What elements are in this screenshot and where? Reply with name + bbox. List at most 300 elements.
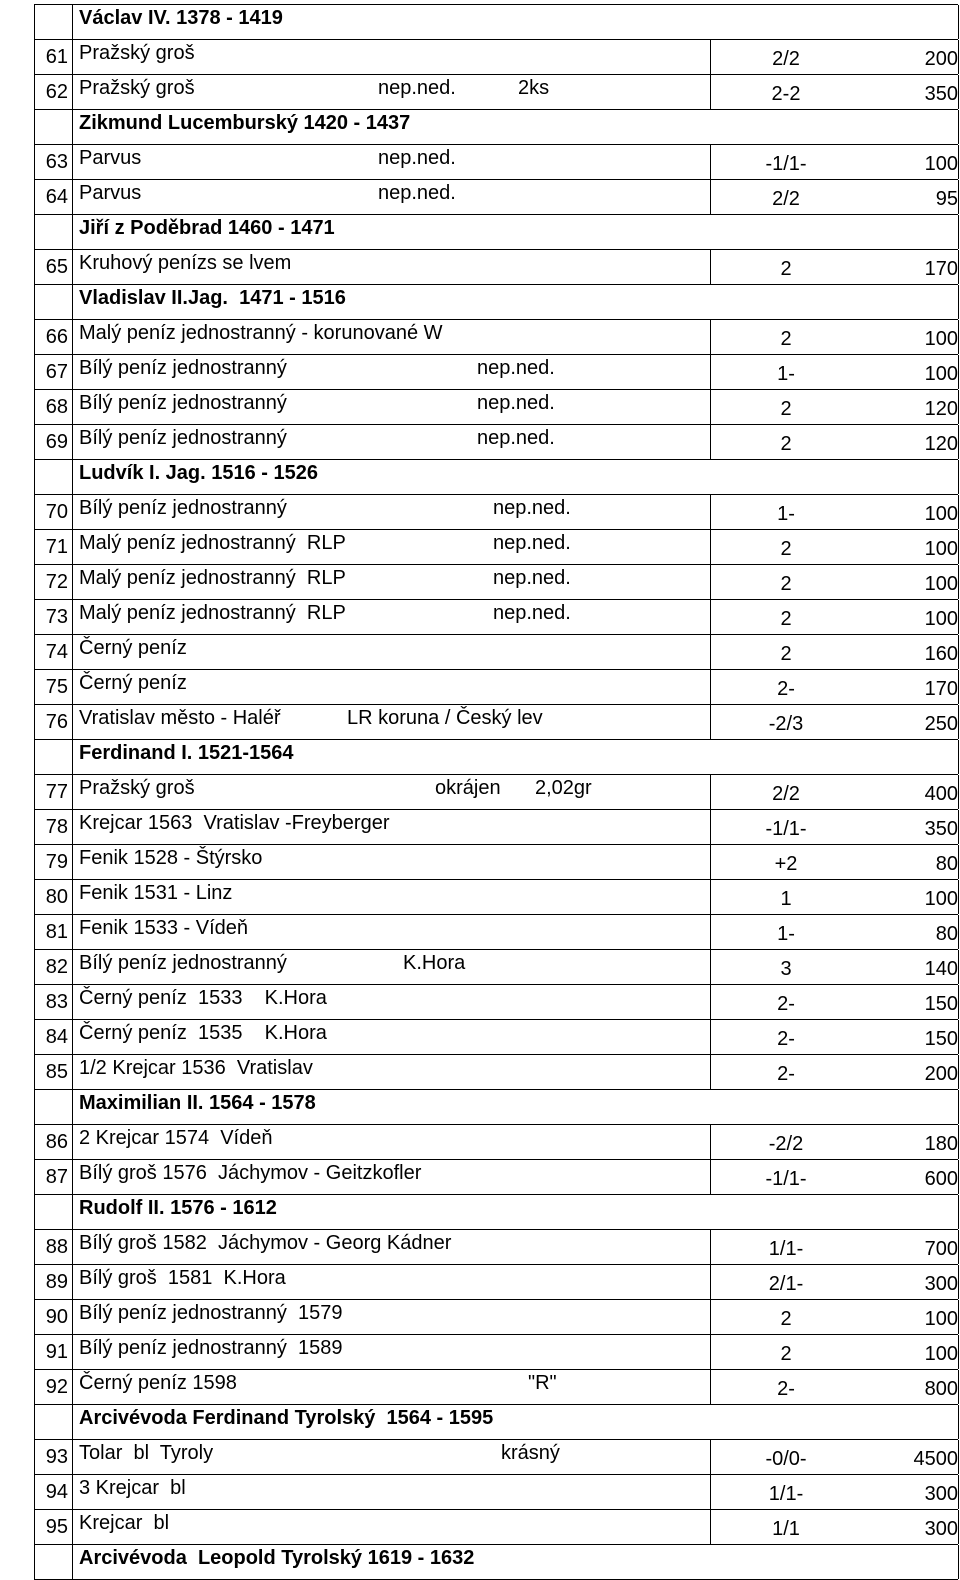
table-row — [34, 915, 958, 950]
description-text: Bílý peníz jednostranný — [79, 427, 287, 449]
table-row — [34, 1020, 958, 1055]
row-number — [34, 1195, 72, 1229]
grade-cell — [710, 355, 861, 389]
row-edge — [958, 285, 959, 319]
price-value: 300 — [924, 1273, 958, 1295]
row-edge — [958, 775, 959, 809]
grade-value: 2/2 — [772, 188, 800, 210]
price-value: 700 — [924, 1238, 958, 1260]
description-cell — [72, 1335, 711, 1369]
row-number — [34, 285, 72, 319]
row-number: 89 — [34, 1265, 72, 1299]
price-value: 350 — [924, 818, 958, 840]
ruler-heading: Zikmund Lucemburský 1420 - 1437 — [79, 112, 411, 134]
table-row — [34, 390, 958, 425]
row-edge — [958, 355, 959, 389]
grade-value: -2/3 — [768, 713, 804, 735]
grade-cell — [710, 600, 861, 634]
row-number — [34, 110, 72, 144]
grade-cell — [710, 145, 861, 179]
description-cell — [72, 1510, 711, 1544]
description-cell — [72, 320, 711, 354]
description-cell — [72, 915, 711, 949]
row-edge — [958, 880, 959, 914]
row-edge — [958, 1090, 959, 1124]
row-edge — [958, 530, 959, 564]
table-row — [34, 705, 958, 740]
description-cell — [72, 705, 711, 739]
description-cell — [72, 1475, 711, 1509]
price-value: 100 — [924, 1343, 958, 1365]
grade-cell — [710, 1440, 861, 1474]
description-text: Bílý groš 1581 K.Hora — [79, 1267, 286, 1289]
description-cell — [72, 985, 711, 1019]
ruler-heading: Maximilian II. 1564 - 1578 — [79, 1092, 316, 1114]
grade-cell — [710, 670, 861, 704]
grade-cell — [710, 495, 861, 529]
row-edge — [958, 1545, 959, 1579]
row-number: 65 — [34, 250, 72, 284]
row-number: 67 — [34, 355, 72, 389]
description-text: Kruhový penízs se lvem — [79, 252, 292, 274]
grade-cell — [710, 985, 861, 1019]
row-number: 91 — [34, 1335, 72, 1369]
ruler-heading: Jiří z Poděbrad 1460 - 1471 — [79, 217, 335, 239]
table-row — [34, 810, 958, 845]
grade-value: 2 — [780, 328, 792, 350]
table-row — [34, 1440, 958, 1475]
row-number: 66 — [34, 320, 72, 354]
grade-cell — [710, 880, 861, 914]
row-edge — [958, 670, 959, 704]
row-edge — [958, 635, 959, 669]
grade-cell — [710, 635, 861, 669]
grade-cell — [710, 390, 861, 424]
description-text: nep.ned. — [378, 77, 456, 99]
ruler-heading: Ludvík I. Jag. 1516 - 1526 — [79, 462, 319, 484]
ruler-heading: Arcivévoda Leopold Tyrolský 1619 - 1632 — [79, 1547, 475, 1569]
price-value: 150 — [924, 1028, 958, 1050]
description-text: Bílý groš 1576 Jáchymov - Geitzkofler — [79, 1162, 422, 1184]
grade-value: 1 — [780, 888, 792, 910]
grade-cell — [710, 1510, 861, 1544]
description-text: K.Hora — [403, 952, 466, 974]
grade-cell — [710, 845, 861, 879]
row-number: 86 — [34, 1125, 72, 1159]
section-header-row — [34, 1195, 958, 1230]
section-header-row — [34, 215, 958, 250]
ruler-heading: Rudolf II. 1576 - 1612 — [79, 1197, 277, 1219]
price-value: 100 — [924, 538, 958, 560]
description-cell — [72, 530, 711, 564]
grade-value: 2- — [777, 678, 795, 700]
row-number: 95 — [34, 1510, 72, 1544]
description-text: 2,02gr — [535, 777, 592, 799]
row-edge — [958, 425, 959, 459]
grade-cell — [710, 1125, 861, 1159]
grade-value: 2 — [780, 538, 792, 560]
price-value: 100 — [924, 363, 958, 385]
price-value: 95 — [935, 188, 958, 210]
row-number — [34, 1545, 72, 1579]
grade-value: 1- — [777, 923, 795, 945]
table-row — [34, 320, 958, 355]
description-text: Bílý peníz jednostranný — [79, 357, 287, 379]
grade-value: 2 — [780, 1308, 792, 1330]
grade-value: -1/1- — [765, 818, 807, 840]
row-number — [34, 215, 72, 249]
description-text: Černý peníz — [79, 637, 187, 659]
description-text: nep.ned. — [493, 532, 571, 554]
description-cell — [72, 390, 711, 424]
table-row — [34, 1230, 958, 1265]
description-text: Malý peníz jednostranný RLP — [79, 532, 346, 554]
ruler-heading: Václav IV. 1378 - 1419 — [79, 7, 283, 29]
table-row — [34, 565, 958, 600]
table-row — [34, 1475, 958, 1510]
description-cell — [72, 75, 711, 109]
grade-value: 2 — [780, 573, 792, 595]
row-number: 94 — [34, 1475, 72, 1509]
table-row — [34, 1370, 958, 1405]
grade-cell — [710, 1265, 861, 1299]
section-header-row — [34, 460, 958, 495]
row-edge — [958, 40, 959, 74]
row-edge — [958, 390, 959, 424]
row-edge — [958, 75, 959, 109]
grade-cell — [710, 425, 861, 459]
row-number — [34, 1405, 72, 1439]
table-row — [34, 40, 958, 75]
description-text: LR koruna / Český lev — [347, 707, 543, 729]
description-cell — [72, 740, 711, 774]
description-cell — [72, 215, 711, 249]
description-text: krásný — [501, 1442, 560, 1464]
grade-value: -1/1- — [765, 153, 807, 175]
grade-cell — [710, 250, 861, 284]
grade-value: -1/1- — [765, 1168, 807, 1190]
grade-value: 2- — [777, 1063, 795, 1085]
description-cell — [72, 1405, 711, 1439]
row-edge — [958, 215, 959, 249]
description-text: 2 Krejcar 1574 Vídeň — [79, 1127, 273, 1149]
row-number: 74 — [34, 635, 72, 669]
grade-value: 2/1- — [768, 1273, 804, 1295]
row-edge — [958, 705, 959, 739]
table-row — [34, 1055, 958, 1090]
description-text: Pražský groš — [79, 42, 195, 64]
row-number: 76 — [34, 705, 72, 739]
description-cell — [72, 565, 711, 599]
row-edge — [958, 1370, 959, 1404]
row-number: 82 — [34, 950, 72, 984]
grade-value: 2 — [780, 1343, 792, 1365]
description-text: Bílý peníz jednostranný — [79, 392, 287, 414]
price-value: 800 — [924, 1378, 958, 1400]
description-text: Bílý groš 1582 Jáchymov - Georg Kádner — [79, 1232, 452, 1254]
row-number: 72 — [34, 565, 72, 599]
price-value: 120 — [924, 433, 958, 455]
row-number — [34, 5, 72, 39]
row-number: 80 — [34, 880, 72, 914]
description-cell — [72, 1160, 711, 1194]
table-row — [34, 845, 958, 880]
description-cell — [72, 775, 711, 809]
row-edge — [958, 1195, 959, 1229]
price-value: 350 — [924, 83, 958, 105]
grade-cell — [710, 1300, 861, 1334]
price-value: 4500 — [913, 1448, 958, 1470]
section-header-row — [34, 1405, 958, 1440]
row-number — [34, 460, 72, 494]
table-row — [34, 1335, 958, 1370]
table-row — [34, 1125, 958, 1160]
grade-cell — [710, 810, 861, 844]
table-row — [34, 355, 958, 390]
table-row — [34, 250, 958, 285]
description-cell — [72, 250, 711, 284]
description-text: Fenik 1528 - Štýrsko — [79, 847, 263, 869]
price-value: 140 — [924, 958, 958, 980]
row-edge — [958, 180, 959, 214]
grade-cell — [710, 1230, 861, 1264]
price-value: 200 — [924, 48, 958, 70]
description-text: Malý peníz jednostranný RLP — [79, 602, 346, 624]
price-value: 600 — [924, 1168, 958, 1190]
description-text: Vratislav město - Haléř — [79, 707, 281, 729]
description-text: 3 Krejcar bl — [79, 1477, 186, 1499]
description-text: Fenik 1533 - Vídeň — [79, 917, 248, 939]
grade-value: -0/0- — [765, 1448, 807, 1470]
description-text: Bílý peníz jednostranný 1579 — [79, 1302, 343, 1324]
description-cell — [72, 1300, 711, 1334]
description-text: Parvus — [79, 182, 142, 204]
section-header-row — [34, 285, 958, 320]
description-text: nep.ned. — [493, 602, 571, 624]
price-value: 180 — [924, 1133, 958, 1155]
row-edge — [958, 1055, 959, 1089]
description-cell — [72, 460, 711, 494]
table-row — [34, 75, 958, 110]
grade-cell — [710, 1055, 861, 1089]
row-number: 69 — [34, 425, 72, 459]
description-text: Pražský groš — [79, 77, 195, 99]
grade-cell — [710, 530, 861, 564]
description-cell — [72, 180, 711, 214]
price-value: 100 — [924, 1308, 958, 1330]
row-edge — [958, 565, 959, 599]
ruler-heading: Vladislav II.Jag. 1471 - 1516 — [79, 287, 346, 309]
price-value: 100 — [924, 888, 958, 910]
description-cell — [72, 1090, 711, 1124]
grade-cell — [710, 1020, 861, 1054]
table-row — [34, 600, 958, 635]
row-edge — [958, 460, 959, 494]
price-value: 160 — [924, 643, 958, 665]
coin-price-list — [34, 4, 958, 1580]
table-row — [34, 880, 958, 915]
table-row — [34, 1510, 958, 1545]
row-number: 73 — [34, 600, 72, 634]
row-number: 92 — [34, 1370, 72, 1404]
table-row — [34, 530, 958, 565]
price-value: 150 — [924, 993, 958, 1015]
description-text: nep.ned. — [477, 357, 555, 379]
grade-value: 1- — [777, 503, 795, 525]
row-number: 85 — [34, 1055, 72, 1089]
row-number: 88 — [34, 1230, 72, 1264]
ruler-heading: Ferdinand I. 1521-1564 — [79, 742, 294, 764]
grade-cell — [710, 180, 861, 214]
price-value: 80 — [935, 853, 958, 875]
table-row — [34, 635, 958, 670]
description-cell — [72, 1370, 711, 1404]
table-row — [34, 180, 958, 215]
row-number: 63 — [34, 145, 72, 179]
section-header-row — [34, 4, 958, 40]
section-header-row — [34, 110, 958, 145]
row-number: 78 — [34, 810, 72, 844]
row-number: 64 — [34, 180, 72, 214]
row-edge — [958, 915, 959, 949]
description-cell — [72, 1230, 711, 1264]
price-value: 400 — [924, 783, 958, 805]
grade-value: 2/2 — [772, 783, 800, 805]
row-edge — [958, 110, 959, 144]
description-text: 1/2 Krejcar 1536 Vratislav — [79, 1057, 313, 1079]
description-cell — [72, 950, 711, 984]
row-edge — [958, 1300, 959, 1334]
description-cell — [72, 1125, 711, 1159]
description-cell — [72, 145, 711, 179]
section-header-row — [34, 1545, 958, 1580]
row-edge — [958, 5, 959, 39]
price-value: 80 — [935, 923, 958, 945]
description-cell — [72, 110, 711, 144]
description-cell — [72, 600, 711, 634]
price-value: 100 — [924, 608, 958, 630]
row-number — [34, 740, 72, 774]
row-number: 71 — [34, 530, 72, 564]
description-text: nep.ned. — [477, 392, 555, 414]
grade-value: 1- — [777, 363, 795, 385]
row-edge — [958, 1125, 959, 1159]
row-edge — [958, 1475, 959, 1509]
row-number: 83 — [34, 985, 72, 1019]
description-cell — [72, 880, 711, 914]
row-edge — [958, 1020, 959, 1054]
table-row — [34, 1160, 958, 1195]
description-cell — [72, 5, 711, 39]
description-text: Malý peníz jednostranný RLP — [79, 567, 346, 589]
grade-value: 2 — [780, 258, 792, 280]
description-text: Černý peníz 1535 K.Hora — [79, 1022, 327, 1044]
description-cell — [72, 670, 711, 704]
grade-value: 2- — [777, 993, 795, 1015]
section-header-row — [34, 740, 958, 775]
price-value: 300 — [924, 1483, 958, 1505]
row-number: 70 — [34, 495, 72, 529]
row-number: 77 — [34, 775, 72, 809]
grade-cell — [710, 1160, 861, 1194]
grade-value: 2 — [780, 608, 792, 630]
grade-cell — [710, 915, 861, 949]
description-text: nep.ned. — [378, 147, 456, 169]
grade-value: 1/1- — [768, 1238, 804, 1260]
description-text: Pražský groš — [79, 777, 195, 799]
grade-value: 2 — [780, 398, 792, 420]
row-number: 61 — [34, 40, 72, 74]
price-value: 100 — [924, 328, 958, 350]
table-row — [34, 985, 958, 1020]
description-cell — [72, 425, 711, 459]
grade-cell — [710, 1475, 861, 1509]
row-edge — [958, 1405, 959, 1439]
grade-value: 2- — [777, 1378, 795, 1400]
table-row — [34, 1265, 958, 1300]
row-edge — [958, 845, 959, 879]
row-edge — [958, 250, 959, 284]
description-text: Krejcar bl — [79, 1512, 170, 1534]
table-row — [34, 1300, 958, 1335]
grade-cell — [710, 705, 861, 739]
row-edge — [958, 1335, 959, 1369]
row-number: 81 — [34, 915, 72, 949]
row-number: 62 — [34, 75, 72, 109]
price-value: 100 — [924, 573, 958, 595]
grade-cell — [710, 1370, 861, 1404]
description-text: Černý peníz 1533 K.Hora — [79, 987, 327, 1009]
description-cell — [72, 1545, 711, 1579]
grade-value: 2 — [780, 433, 792, 455]
description-cell — [72, 1265, 711, 1299]
grade-value: -2/2 — [768, 1133, 804, 1155]
row-edge — [958, 740, 959, 774]
grade-cell — [710, 320, 861, 354]
price-value: 100 — [924, 153, 958, 175]
description-cell — [72, 495, 711, 529]
price-value: 250 — [924, 713, 958, 735]
description-text: Malý peníz jednostranný - korunované W — [79, 322, 443, 344]
row-edge — [958, 950, 959, 984]
grade-cell — [710, 75, 861, 109]
row-edge — [958, 320, 959, 354]
price-value: 200 — [924, 1063, 958, 1085]
description-text: Fenik 1531 - Linz — [79, 882, 233, 904]
price-value: 100 — [924, 503, 958, 525]
grade-value: 2-2 — [771, 83, 801, 105]
table-row — [34, 775, 958, 810]
description-text: Černý peníz 1598 — [79, 1372, 237, 1394]
price-value: 120 — [924, 398, 958, 420]
row-number: 68 — [34, 390, 72, 424]
description-text: Parvus — [79, 147, 142, 169]
grade-value: 1/1 — [772, 1518, 800, 1540]
description-text: Bílý peníz jednostranný — [79, 497, 287, 519]
row-number: 90 — [34, 1300, 72, 1334]
grade-value: 2- — [777, 1028, 795, 1050]
description-cell — [72, 1195, 711, 1229]
row-edge — [958, 600, 959, 634]
row-number: 84 — [34, 1020, 72, 1054]
grade-cell — [710, 775, 861, 809]
description-cell — [72, 1055, 711, 1089]
description-text: Bílý peníz jednostranný 1589 — [79, 1337, 343, 1359]
description-cell — [72, 845, 711, 879]
description-cell — [72, 355, 711, 389]
grade-cell — [710, 565, 861, 599]
table-row — [34, 145, 958, 180]
